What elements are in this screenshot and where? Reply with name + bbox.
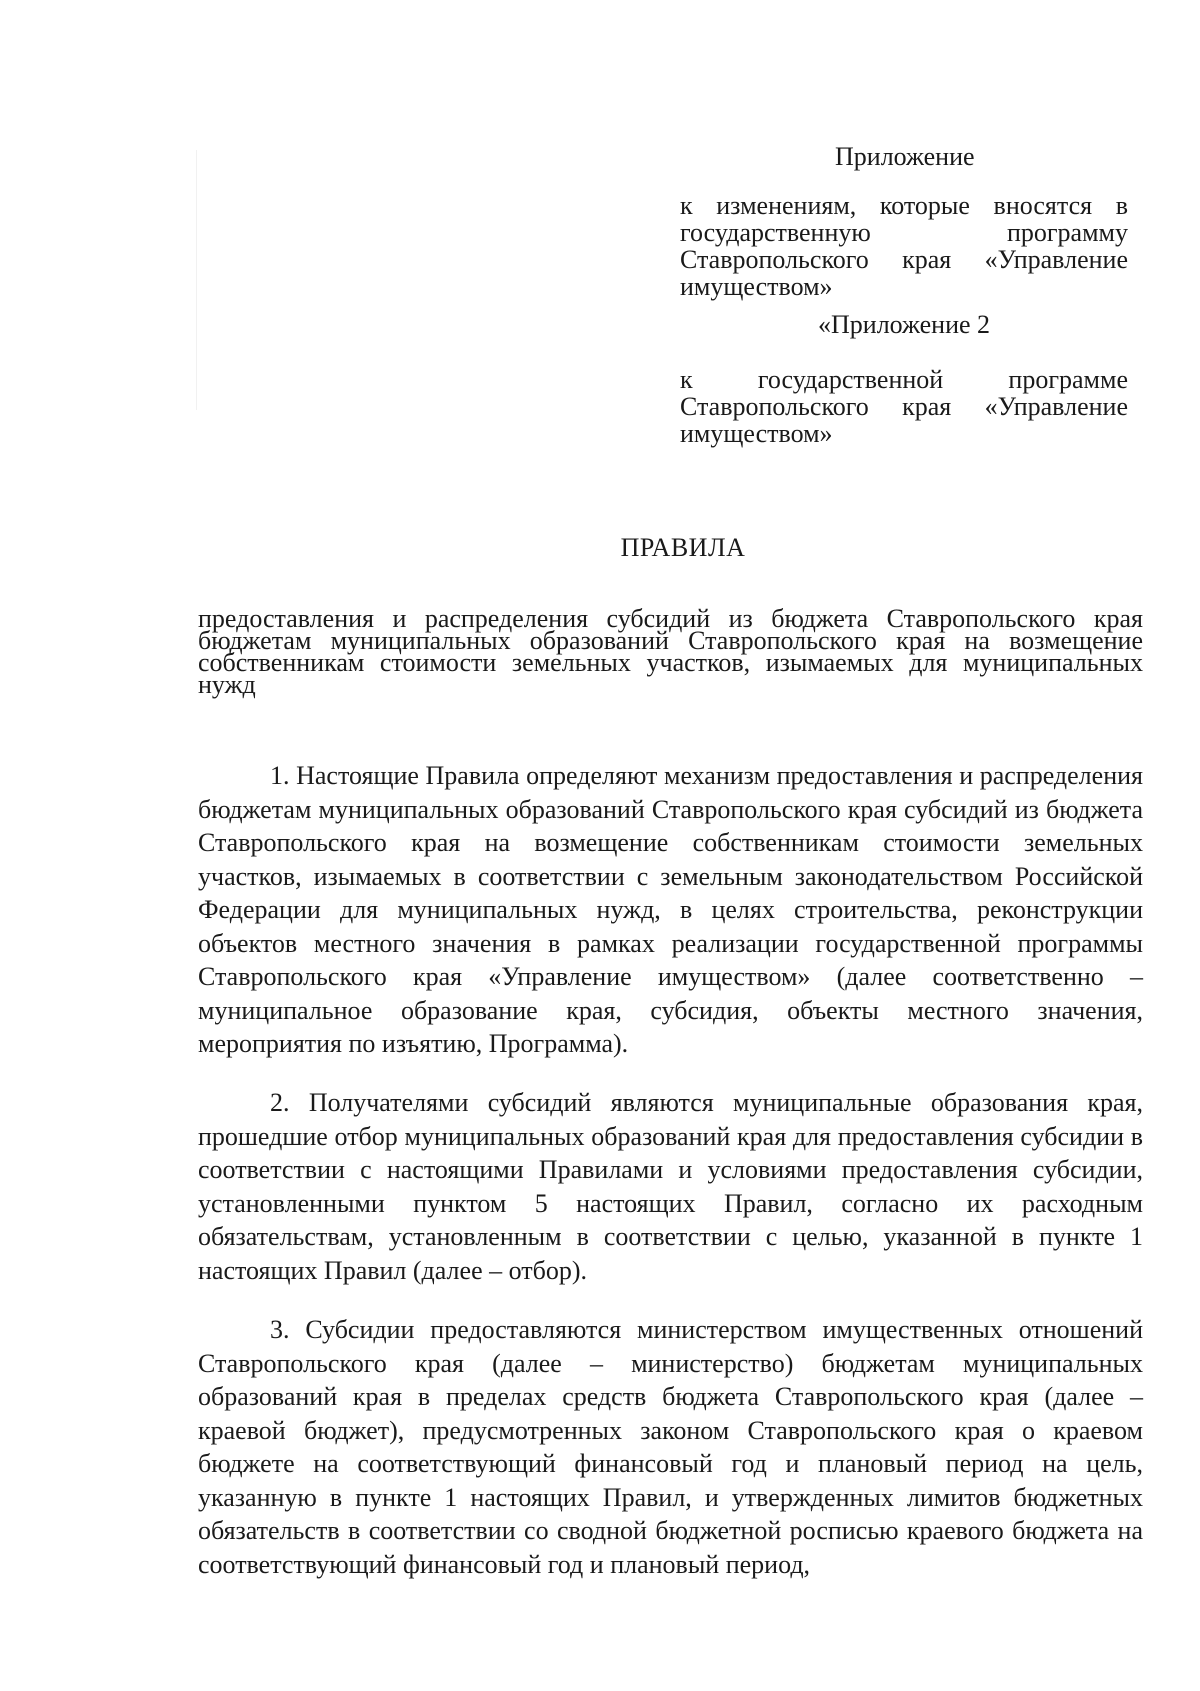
appendix-text: к изменениям, которые вносятся в государственную программу Ставропольского края «Управление имуществом» bbox=[680, 191, 1128, 301]
paragraph-3: 3. Субсидии предоставляются министерством имущественных отношений Ставропольского края (далее – министерство) бюджетам муниципальных образований края в пределах средств бюджета Ставропольского края (далее – краевой бюджет), предусмотренных законом Ставропольского края о краевом бюджете на соответствующий финансовый год и плановый период на цель, указанную в пункте 1 настоящих Правил, и утвержденных лимитов бюджетных обязательств в соответствии со сводной бюджетной росписью краевого бюджета на соответствующий финансовый год и плановый период, bbox=[198, 1315, 1143, 1579]
rules-heading: ПРАВИЛА bbox=[620, 533, 746, 562]
rules-subtitle: предоставления и распределения субсидий из бюджета Ставропольского края бюджетам муниципальных образований Ставропольского края на возмещение собственникам стоимости земельных участков, изымаемых для муниципальных нужд bbox=[198, 604, 1143, 699]
appendix-title-2: «Приложение 2 bbox=[818, 310, 991, 339]
paragraph-1: 1. Настоящие Правила определяют механизм предоставления и распределения бюджетам муниципальных образований Ставропольского края субсидий из бюджета Ставропольского края на возмещение собственникам стоимости земельных участков, изымаемых в соответствии с земельным законодательством Российской Федерации для муниципальных нужд, в целях строительства, реконструкции объектов местного значения в рамках реализации государственной программы Ставропольского края «Управление имуществом» (далее соответственно – муниципальное образование края, субсидия, объекты местного значения, мероприятия по изъятию, Программа). bbox=[198, 761, 1143, 1058]
scan-edge-line bbox=[196, 150, 197, 410]
appendix-title: Приложение bbox=[835, 142, 975, 171]
paragraph-2: 2. Получателями субсидий являются муниципальные образования края, прошедшие отбор муниципальных образований края для предоставления субсидии в соответствии с настоящими Правилами и условиями предоставления субсидии, установленными пунктом 5 настоящих Правил, согласно их расходным обязательствам, установленным в соответствии с целью, указанной в пункте 1 настоящих Правил (далее – отбор). bbox=[198, 1088, 1143, 1285]
appendix-text-2: к государственной программе Ставропольского края «Управление имуществом» bbox=[680, 365, 1128, 448]
